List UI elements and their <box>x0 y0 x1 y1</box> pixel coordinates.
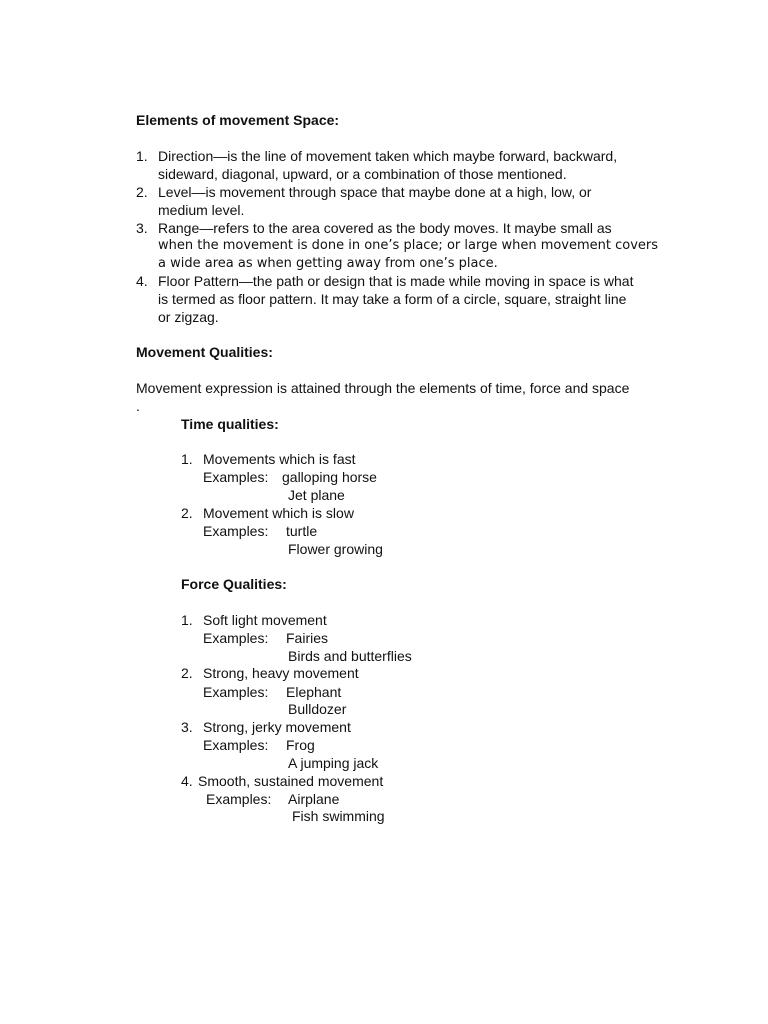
section-heading-qualities: Movement Qualities: <box>136 344 273 360</box>
list-number: 2. <box>136 184 148 200</box>
quality-label: Strong, jerky movement <box>203 719 351 735</box>
example-text: Fish swimming <box>292 808 385 824</box>
example-text: Jet plane <box>288 487 345 503</box>
example-text: Bulldozer <box>288 701 347 717</box>
quality-label: Smooth, sustained movement <box>198 773 384 789</box>
list-item-text: sideward, diagonal, upward, or a combination of those mentioned. <box>158 166 567 182</box>
example-text: Flower growing <box>288 541 383 557</box>
list-number: 3. <box>136 220 148 236</box>
list-item-text: is termed as floor pattern. It may take a form of a circle, square, straight line <box>158 291 627 307</box>
example-text: A jumping jack <box>288 755 379 771</box>
list-item-text: when the movement is done in one’s place; or large when movement covers <box>158 238 659 253</box>
subheading-force-qualities: Force Qualities: <box>181 576 287 592</box>
example-text: Frog <box>286 737 315 753</box>
examples-label: Examples: <box>203 684 269 700</box>
list-item-text: medium level. <box>158 202 245 218</box>
quality-label: Strong, heavy movement <box>203 665 359 681</box>
list-item-text: Range—refers to the area covered as the body moves. It maybe small as <box>158 220 612 236</box>
quality-label: Movement which is slow <box>203 505 354 521</box>
list-number: 2. <box>181 665 193 681</box>
list-number: 1. <box>136 148 148 164</box>
list-item-text: a wide area as when getting away from one’s place. <box>158 256 498 271</box>
quality-label: Movements which is fast <box>203 451 356 467</box>
example-text: Birds and butterflies <box>288 648 412 664</box>
list-number: 3. <box>181 719 193 735</box>
section-heading-elements: Elements of movement Space: <box>136 112 340 128</box>
list-number: 2. <box>181 505 193 521</box>
list-number: 4. <box>136 273 148 289</box>
intro-trailing-dot: . <box>136 398 140 414</box>
list-number: 1. <box>181 451 193 467</box>
example-text: Airplane <box>288 791 340 807</box>
list-item-text: Direction—is the line of movement taken which maybe forward, backward, <box>158 148 618 164</box>
list-item-text: Floor Pattern—the path or design that is made while moving in space is what <box>158 273 634 289</box>
example-text: turtle <box>286 523 318 539</box>
list-number: 4. <box>181 773 193 789</box>
intro-paragraph: Movement expression is attained through the elements of time, force and space <box>136 380 630 396</box>
list-number: 1. <box>181 612 193 628</box>
example-text: galloping horse <box>282 469 377 485</box>
list-item-text: Level—is movement through space that maybe done at a high, low, or <box>158 184 592 200</box>
example-text: Elephant <box>286 684 342 700</box>
list-item-text: or zigzag. <box>158 309 219 325</box>
examples-label: Examples: <box>203 737 269 753</box>
quality-label: Soft light movement <box>203 612 327 628</box>
subheading-time-qualities: Time qualities: <box>181 416 279 432</box>
examples-label: Examples: <box>203 469 269 485</box>
example-text: Fairies <box>286 630 329 646</box>
examples-label: Examples: <box>203 630 269 646</box>
examples-label: Examples: <box>203 523 269 539</box>
examples-label: Examples: <box>206 791 272 807</box>
